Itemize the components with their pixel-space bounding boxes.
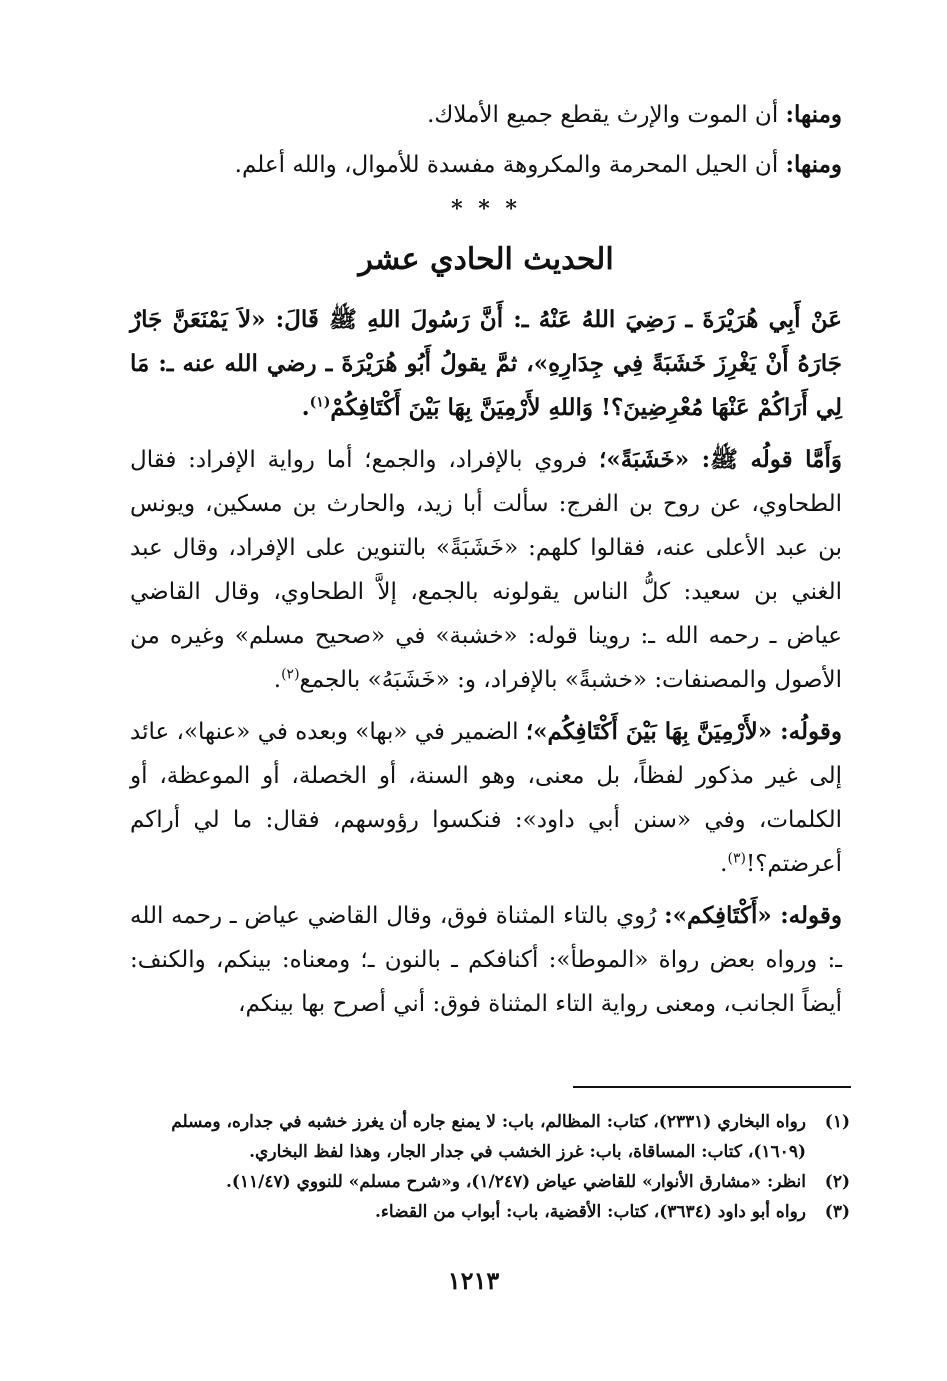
paragraph-1-text: فروي بالإفراد، والجمع؛ أما رواية الإفراد: فقال الطحاوي، عن روح بن الفرج: سألت أبا زيد، والحارث بن مسكين، ويونس بن عبد الأعلى عنه، فقالوا كلهم: «خَشَبَةً» بالتنوين على الإفراد، وقال عبد الغني بن سعيد: كلُّ الناس يقولونه بالجمع، إلاَّ الطحاوي، وقال القاضي عياض ـ رحمه الله ـ: روينا قوله: «خشبة» في «صحيح مسلم» وغيره من الأصول والمصنفات: «خشبةً» بالإفراد، و: «خَشَبَهُ» بالجمع — [130, 447, 842, 693]
page-body — [130, 90, 842, 1034]
footnote-text: انظر: «مشارق الأنوار» للقاضي عياض (١/٢٤٧)، و«شرح مسلم» للنووي (١١/٤٧). — [225, 1172, 806, 1192]
section-separator: * * * — [451, 196, 521, 222]
hadith-end: . — [301, 394, 310, 421]
intro-line-1-text: أن الموت والإرث يقطع جميع الأملاك. — [427, 102, 786, 128]
paragraph-3-lead: وقوله: «أَكْتَافِكم»: — [664, 902, 843, 929]
paragraph-2-lead: وقولُه: «لأَرْمِيَنَّ بِهَا بَيْنَ أَكْتَافِكُم»؛ — [525, 718, 842, 745]
footnote-text: رواه البخاري (٢٣٣١)، كتاب: المظالم، باب: لا يمنع جاره أن يغرز خشبه في جداره، ومسلم (١٦٠٩)، كتاب: المساقاة، باب: غرز الخشب في جدار الجار، وهذا لفظ البخاري. — [171, 1112, 806, 1162]
footnote-ref-1: (١) — [309, 394, 331, 411]
footnote-ref-2: (٢) — [281, 666, 300, 683]
paragraph-2 — [130, 710, 842, 886]
footnote-number: (١) — [824, 1112, 850, 1132]
footnote-ref-3: (٣) — [727, 850, 746, 867]
section-heading: الحديث الحادي عشر — [358, 242, 614, 277]
paragraph-2-end: . — [720, 851, 728, 877]
intro-line-2-text: أن الحيل المحرمة والمكروهة مفسدة للأموال، والله أعلم. — [234, 152, 786, 178]
footnote-divider — [573, 1086, 851, 1088]
paragraph-1-lead: وَأَمَّا قولُه ﷺ: «خَشَبَةً»؛ — [599, 446, 843, 473]
paragraph-3-text: رُوي بالتاء المثناة فوق، وقال القاضي عياض ـ رحمه الله ـ: ورواه بعض رواة «الموطأ»: أكنافكم ـ بالنون ـ؛ ومعناه: بينكم، والكنف: أيضاً الجانب، ومعنى رواية التاء المثناة فوق: أني أصرح بها بينكم، — [130, 903, 842, 1017]
intro-line-2 — [130, 140, 842, 190]
footnote-number: (٢) — [824, 1172, 850, 1192]
paragraph-1-end: . — [273, 667, 282, 693]
footnote-item — [130, 1197, 850, 1227]
footnote-item — [130, 1107, 850, 1167]
hadith-body: عَنْ أَبِي هُرَيْرَةَ ـ رَضِيَ اللهُ عَنْهُ ـ: أَنَّ رَسُولَ اللهِ ﷺ قَالَ: «لاَ يَمْنَعَنَّ جَارٌ جَارَهُ أَنْ يَغْرِزَ خَشَبَةً فِي جِدَارِهِ»، ثمَّ يقولُ أَبُو هُرَيْرَةَ ـ رضي الله عنه ـ: مَا لِي أَرَاكُمْ عَنْهَا مُعْرِضِينَ؟! وَاللهِ لأَرْمِيَنَّ بِهَا بَيْنَ أَكْتَافِكُمْ — [130, 306, 842, 421]
paragraph-1 — [130, 438, 842, 702]
hadith-text — [130, 298, 842, 430]
page-number: ١٢١٣ — [447, 1266, 500, 1295]
footnotes — [130, 1107, 850, 1227]
footnote-text: رواه أبو داود (٣٦٣٤)، كتاب: الأقضية، باب: أبواب من القضاء. — [375, 1202, 806, 1222]
intro-line-2-lead: ومنها: — [785, 151, 842, 178]
intro-line-1-lead: ومنها: — [785, 101, 842, 128]
intro-line-1 — [130, 90, 842, 140]
footnote-item — [130, 1167, 850, 1197]
paragraph-2-text: الضمير في «بها» وبعده في «عنها»، عائد إلى غير مذكور لفظاً، بل معنى، وهو السنة، أو الخصلة، أو الموعظة، أو الكلمات، وفي «سنن أبي داود»: فنكسوا رؤوسهم، فقال: ما لي أراكم أعرضتم؟! — [130, 719, 842, 877]
footnote-number: (٣) — [824, 1202, 850, 1222]
paragraph-3 — [130, 894, 842, 1026]
